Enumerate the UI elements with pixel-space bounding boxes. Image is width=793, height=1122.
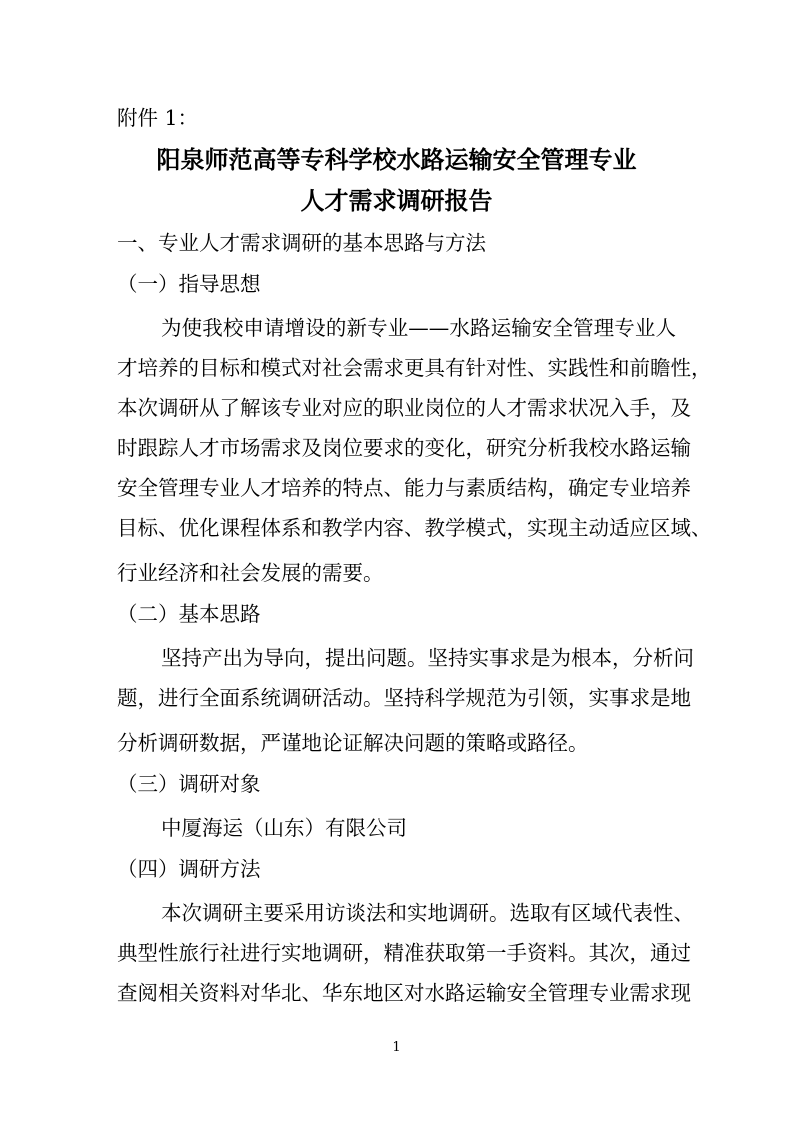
- paragraph-line: 为使我校申请增设的新专业——水路运输安全管理专业人: [161, 316, 676, 340]
- paragraph-line: 中厦海运（山东）有限公司: [161, 816, 407, 840]
- subsection-heading-basic-approach: （二）基本思路: [117, 602, 261, 626]
- page-number: 1: [392, 1040, 401, 1055]
- paragraph-line: 查阅相关资料对华北、华东地区对水路运输安全管理专业需求现: [117, 981, 691, 1005]
- paragraph-line: 题，进行全面系统调研活动。坚持科学规范为引领，实事求是地: [117, 686, 691, 710]
- attachment-label: 附件 1：: [117, 106, 199, 130]
- paragraph-line: 目标、优化课程体系和教学内容、教学模式，实现主动适应区域、: [117, 516, 712, 540]
- subsection-heading-guiding-idea: （一）指导思想: [117, 272, 261, 296]
- paragraph-line: 本次调研从了解该专业对应的职业岗位的人才需求状况入手，及: [117, 396, 691, 420]
- section-heading-1: 一、专业人才需求调研的基本思路与方法: [117, 231, 486, 255]
- paragraph-line: 行业经济和社会发展的需要。: [117, 561, 384, 585]
- paragraph-line: 坚持产出为导向，提出问题。坚持实事求是为根本，分析问: [161, 646, 694, 670]
- title-line-2: 人才需求调研报告: [300, 187, 493, 215]
- subsection-heading-research-subject: （三）调研对象: [117, 772, 261, 796]
- paragraph-line: 才培养的目标和模式对社会需求更具有针对性、实践性和前瞻性，: [117, 356, 712, 380]
- title-line-1: 阳泉师范高等专科学校水路运输安全管理专业: [156, 146, 637, 174]
- paragraph-line: 安全管理专业人才培养的特点、能力与素质结构，确定专业培养: [117, 476, 691, 500]
- paragraph-line: 典型性旅行社进行实地调研，精准获取第一手资料。其次，通过: [117, 941, 691, 965]
- subsection-heading-research-method: （四）调研方法: [117, 857, 261, 881]
- paragraph-line: 时跟踪人才市场需求及岗位要求的变化，研究分析我校水路运输: [117, 436, 691, 460]
- paragraph-line: 本次调研主要采用访谈法和实地调研。选取有区域代表性、: [161, 901, 694, 925]
- paragraph-line: 分析调研数据，严谨地论证解决问题的策略或路径。: [117, 731, 589, 755]
